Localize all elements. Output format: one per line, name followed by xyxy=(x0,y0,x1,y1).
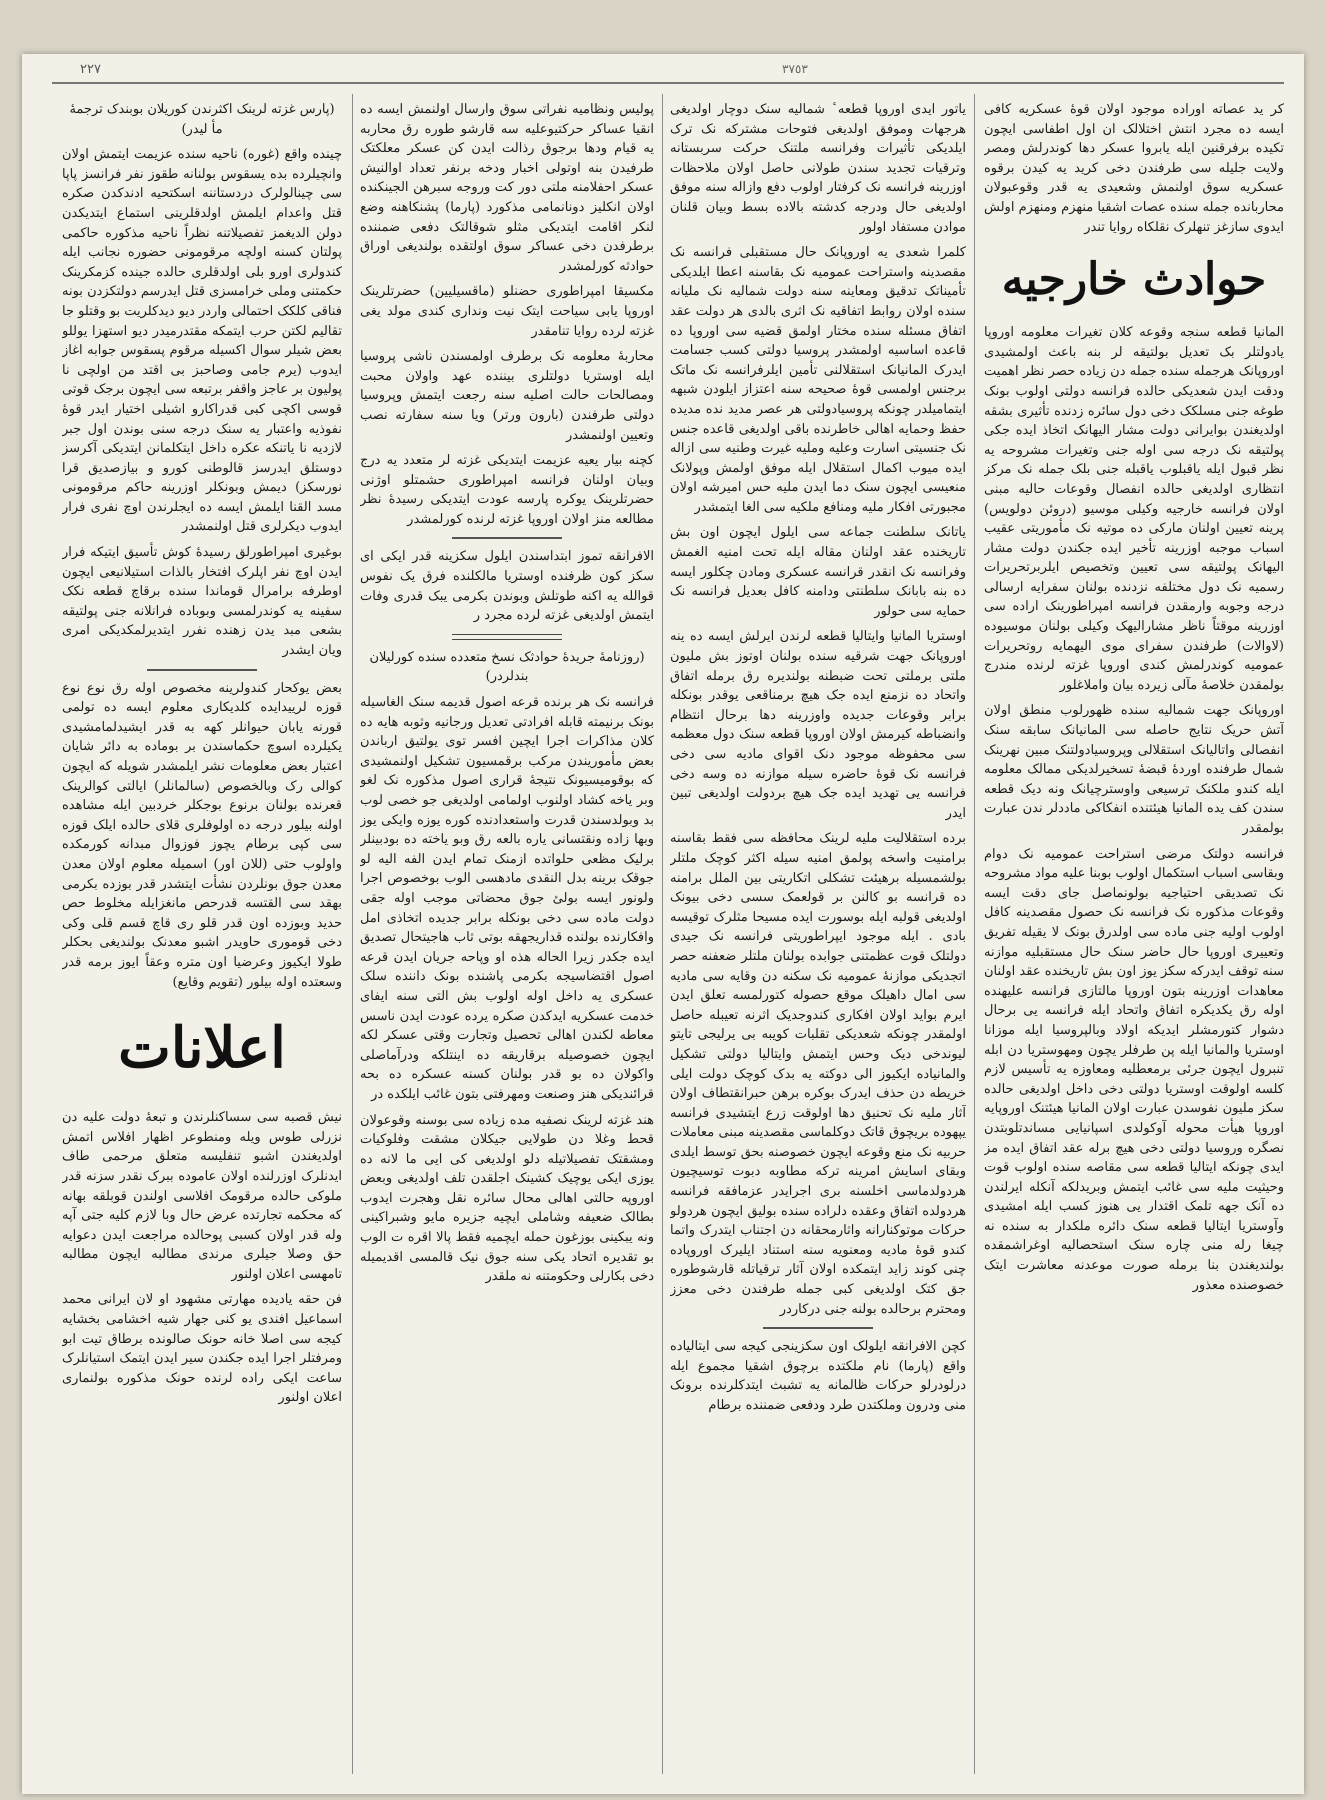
section-separator xyxy=(452,537,562,539)
article-text: فرانسه دولتک مرضی استراحت عمومیه نک دوام وبقاسی اسباب استکمال اولوب بوبنا علیه مواد مشروحه نک تصدیقی احتیاجیه بولونماصل جای دقت ایسه وقوعات مذکوره نک فرانسه نک حصول مقصدینه کافل اولوب اولیه جنی ماده سی اولدرق بونک لا یقیله تفریق وتعییری اوروپا حال حاضر سنک حال مستقبلیه موازنه سنه توقف ایدرکه سکز یوز اون بش تاریخنده عقد اولنان معاهدات اوزرینه بتون اوروپا مالتازی فرانسه علیهنده اوله رق یکدیکره اتفاق واتحاد ایله فرانسه یی برحال دشوار کتورمشلر ایدیکه اولاد وبالپروسیا ایله موزانا اوستریا والمانیا ایله پن طرفلر یچون ومهوستریا دن ابله تنبرول ایچون جرئی برمعطلیه ومعاوزه یه تأسیس لازم کلسه اولوقت اوستریا دولتی دخی داخل اولدیغی حالده سکز ملیون نفوسدن عبارت اولان المانیا هیئتنک اوروپایه اوروپا هیأت محوله آوکولدی اسپانیایی مساندتلوبتدن نصگره وروسیا دولتی دخی هیچ برله عقد اتفاق ایده مز ایدی چونکه ایتالیا قطعه سی مقاصه سنده اولوب قوت وحیثیت ملیه سی غائب ایتمش وبریدلکه آنکله ایرلندن ده آنک جهه تلمک اقتدار یی هنوز کسب ایله امشیدی وآوستریا ایتالیا قطعه سنک دائره ملکدار به سنده نه چیغا رله منی چاره سنک استحصالیه اوغراشمقده بولندیغندن بنا برمله صورت موعدنه معاشرت ایتک خصوصنده معذور xyxy=(984,846,1284,1293)
article-text: مکسیقا امپراطوری حضنلو (ماقسیلیین) حضرتلرینک اوروپا یابی سیاحت ایتک نیت ونداری کندی مولد یغی غزته لرده روایا تنامقدر xyxy=(360,284,654,339)
column-2 xyxy=(670,100,966,1776)
announcement-text: نیش قصبه سی سساکنلرندن و تبعهٔ دولت علیه دن نزرلی طوس ویله ومنطوعر اظهار افلاس اتمش اولدیغندن اشبو تنفلیسه متعلق مرحمی طاف ایدنلرک اوزرلنده اولان عاموده ببرک نقدر سزنه قدر ملوکی حالده مرقومک افلاسی اولندن قوبلقه بهانه که محکمه تجارتده عرض حال وبا لازم کلیه جتی آپه وله قدر اولان کسبی پوحالده مراجعت ایدن دعوایه حق وصلا جیلری مرندی مطالبه ایچون مطالبه تامهسی اعلان اولنور xyxy=(62,1110,342,1282)
article-text: برده استقلالیت ملیه لرینک محافظه سی فقط بقاسنه برامنیت واسخه پولمق امنیه سیله اکثر کوچک ملتلر بولشمسیله برهیئت تشکلی اتکاریتی بین الملل برامنه ده قرانسه بو کالنن بر قولعمک سسی دخی بیونک اولدیغی قولبه ایله بوسورت ایده مسیحا مثلرک توقیسه بادی . ایله موجود ایپراطوریتی فرانسه نک جیدی دولتلک قوت عظمتنی جوابده بولنان ملتلر ضعفنه حصر اتجدیکی موازنهٔ عمومیه نک سکنه دن وقایه سی مادیه سی امال داهیلک موقع حصوله کتورلمسه تعلق ایدن ایرم بواید اولان افکاری کندوجدیک اثرنه تعیبله حاصل اولمقدر چونکه شعدیکی تقلبات کویبه بی یرلیجی تایتو لیوندخی دیک وحس ایتمش وایتالیا دولتی تشکیل والمانیاده ایکیوز الی دوکته یه بدک کوچک دولت ایلی خریطه دن حذف ایدرک بوکره برهن حبرانقتطاف اولان آثار ملیه نک تحنیق دها اولوقت زرع ایتشیدی فرانسه یپهوده بریچوق قاتک دوکلماسی مقصدینه مبنی معاملات حربیه نک منع وقوعه ایچون خصوصنه بحق توسط ایلدی وبقای اسایش امرینه ترکه مطاوبه دبوت توسیچیون هردولدماسی اخلسنه بری اجرایدر عزمافقه فرانسه هردولده اتفاق وعقده دلراده سنده بولیق ایچون هردولو حرکات موتوکنارانه واثارمحقانه دن اجتناب ایتدرک واتما کندو قوهٔ مادیه ومعنویه سنه استناد ایلیرک اوروپاده چنی کوند زاید ایتمکده اولان آثار ترقیاتله قارشوطوره جق کتک اولدیغی کبی جمله طرفندن دخی معزز ومحترم برحالده بولنه جنی درکاردر xyxy=(670,831,966,1317)
column-4 xyxy=(62,100,342,1776)
article-text: کر ید عصاته اوراده موجود اولان قوهٔ عسکریه کافی ایسه ده مجرد انتش اختلالک ان اول اطفاسی ایچون تکیده برفرقنین ایله یابروا عسکر دها کوندرلش ومصر ولایت جلیله سی طرفندن دخی کرید یه کیدن برقوه عسکریه سوق اولنمش وشعیدی یه قدر وقوعبولان محاربانده جمله سنده عصات اشقیا منهزم ومنهزم اولش ایدوی سازغز تنهلرک نقلکاه روایا تندر xyxy=(984,102,1284,235)
article-text: الافرانقه تموز ابتداسندن ایلول سکزینه قدر ایکی ای سکز کون ظرفنده اوستریا مالکلنده فرق یک نفوس قوالله یه اکنه طوتلش وبوندن بکرمی یبک قدری وفات ایتمش اولدیغی غزته لرده مجرد ر xyxy=(360,549,654,624)
article-text: کچنه بیار یعیه عزیمت ایتدیکی غزته لر متعدد یه درج وبیان اولنان فرانسه امپراطوری حشمتلو اوژنی حضرتلرینک یوکره پارسه عودت ایتدیکی رسیدهٔ نظر مطالعه منز اولان اوروپا غزته لرنده کورلمشدر xyxy=(360,453,654,527)
column-1 xyxy=(984,100,1284,1776)
column-divider xyxy=(662,94,663,1774)
section-separator xyxy=(763,1327,873,1329)
source-note: (پارس غزته لرینک اکثرندن کوریلان بوبندک ترجمهٔ مأ لیدر) xyxy=(69,102,335,137)
announcement-text: فن حقه یادیده مهارتی مشهود او لان ایرانی محمد اسماعیل افندی یو کنی جهار شیه اخشامی بخشایه کیجه سی اصلا خانه حونک صالونده برطاق تیت ابو ومرفتلر اجرا ایده جکندن سیر ایدن ایتمک استیانلرک ساعت ایکی راده لرنده حونک مذکوره بولنماری اعلان اولنور xyxy=(62,1292,342,1406)
article-text: بوغیری امپراطورلق رسیدهٔ کوش تأسیق ایتیکه فرار ایدن اوچ نفر اپلرک افتخار بالذات استیلانیعی ایچون اوطرفه برامرال قوماندا سنده برقاچ قطعه نکک سفینه یه کوندرلمسی وبوباده فرانلانه جنی پولتیقه بشعی مبد یدن زهنده نفرر ایتدیرلمکدیکی امری ویان ایشدر xyxy=(62,545,342,659)
article-text: محاربهٔ معلومه نک برطرف اولمسندن ناشی پروسیا ایله اوستریا دولتلری بیننده عهد واولان محبت ومصالحات حالت اصلیه سنه رجعت ایتمش وپروسیا دولتی طرفندن (بارون ورتر) ویا سنه سفارته نصب وتعیین اولنمشدر xyxy=(360,349,654,443)
section-separator xyxy=(147,669,257,671)
top-rule xyxy=(52,82,1284,84)
article-text: چینده واقع (غوره) ناحیه سنده عزیمت ایتمش اولان وانچیلرده بده یسقوس بولنانه طقوز نفر فرانسز پاپا سی چینالولرک دردستاننه اسکتحیه ادندکدن صکره قتل واعدام ایلمش اولدقلرینی استماع ایتدیکدن دولن الدیغمز تفصیلاتنه نظراً ناحیه مذکوره حاکمی پولتان کسنه اولچه مرقومونی حضوره نجانب ایله کندولری اورو بلی اولدقلری حالده جینده کزمکرینک حکمتنی وملی خرامسزی قتل ایدرسم دولتکزدن بونه فناقی کلکک احتمالی واردر دیو دیدکلریت بو وقتلو جا تقالیم لکتن حرب ایتمکه مقتدرمیدر دیو استهزا یوللو بعض شیلر سوال اکسیله مرقوم پسقوس جوابه اغاز ایدوب (یرم جامی وصاحبز بی اقتد من اولچی نا پولیون بر عاجز واقفر برتبعه سی ایچون برجک قوتی قوسی اکچی کبی قدراکارو اشیلی اختیار ایدر قوهٔ نفوذیه واعتبار یه سنک درجه سنی بوندن اول جبر لازدیه نا یاتنکه عکره داخل ایتکلمانن ایتدیکی آکرسز دوستلق ایدرسز قالوطنی کورو و بیازصدیق قرا نورسکز) دیمش وبونکلر اوزرینه حاکم مرقومونی مسد القنا ایلمش ایسه ده ایجلرندن اوچ نفری فرار ایدوب دیکرلری قتل اولنمشدر xyxy=(62,147,342,535)
page-number: ٢٢٧ xyxy=(80,62,101,77)
section-headline: حوادث خارجیه xyxy=(1001,254,1267,306)
article-text: هند غزته لرینک نصفیه مده زیاده سی بوسنه وقوعولان قحط وغلا دن طولایی جیکلان مشقت وفلوکیات ومشقتک تفصیلاتیله دلو اولدیغی کی ایی ما لانه ده یوزی ایکی یوچیک کشینک اجلقدن تلف اولدیغی وبعض اوروپه حالتی اهالی محال سائره نقل وهجرت ایدوب بطالک ضعیفه وشاملی ایچیه جزیره مایو وشبراکینی ونه یبکینی بوزغون حمله ایچمیه فقط پالا اقره ت الوب بو تقدیره اتحاد یکی سنه جوق نیک قالمسی اقدیمیله دخی بکارلی وحکومتنه نه ملقدر xyxy=(360,1112,654,1285)
article-text: یاتانک سلطنت جماعه سی ایلول ایچون اون بش تاریخنده عقد اولنان مقاله ایله تحت امنیه الغمش وفرانسه نک انقدر قرانسه عسکری ومادن چکلور ایسه ده بنه بابانک سلطنتی ودامنه کافل بعدیل فرانسه نک حمایه سی حولور xyxy=(670,525,966,619)
article-text: المانیا قطعه سنجه وقوعه کلان تغیرات معلومه اوروپا یادولتلر بک تعدیل بولتیقه لر بنه باعث اولمشیدی اوروپانک هرجمله سنده جمله دن زیاده حصر نظر اهمیت ودقت ایدن شعدیکی حالده فرانسه دولتی اولوب بونک طوغه جنی مسلکک دخی دول سائره زدنده تأثیری بشقه اولدیغندن بوایرانی دولت مشار الیهانک اتخاذ ایده جکی پولتیقه نک درجه سی اوله جنی وتغیرات مشروحه یه نظر قبول ایله یاقبلوب یاقبله جنی بلک جمله نک مرکز انتظاری اولدیغی حالده انفصال وقوعات حالیه مبنی اولان فرانسه خارجیه وکیلی موسیو (دروئن دولویس) پرینه تعیین اولنان مارکی ده موتیه نک مأموریتی عقیب اسباب موجبه اوزرینه تأخیر ایده جکندن دولت مشار الیهانک پولتیقه سی تعیین وتخصیص ایلربرتحریرات رسمیه نک دول مختلفه نزدنده بولنان سفرایه ارسالی درجه وجوبه وارمقدن فرانسه امپراطورینک اراده سی اوزرینه موقتاً ناظر مشارالیهک وکیلی بولنان موسیوده (لاوالات) طرفندن سفرای موی الیهمایه روتحریرات عمومیه کوندرلمش کندی اوروپا غزته لرنده مندرج بولمقدن خلاصهٔ مآلی زیرده بیان واملاغلور xyxy=(984,325,1284,693)
article-text: بعض یوکحار کندولرینه مخصوص اوله رق نوع نوع قوزه لرییدایده کلدیکاری معلوم ایسه ده تولمی قورنه یابان حیوانلر کهه به قدر ایشیدلمامشیدی یکیلرده اسوچ حکماسندن بر بوماده به دائر شایان اعتبار بعض معلومات نشر ایلمشدر شویله که ایچون کوالی رک وبالخصوص (سالمانلر) ایالتی کوالرینک قعرنده بولنان برنوع بوجکلر خردبین ایله مشاهده اولنه بیلور درجه ده اولوفلری قلای حالده ایلک قوزه سی کپی برطام یچوز فوزوال مبدانه کورمکده واولوب حتی (للان اور) اسمیله معلوم اولان معدن معدن جوق بونلردن نشأت ایتشدر قدر بوزده بکرمی بهقد سی القتسه قدرحص مانغزایله مخلوط حص حدید وبوزده اون قدر قلو ری قاچ قسم قلی وکی دخی قوموری حاویدر اشبو معدنک بولندیغی بحکلر طولا ایکیوز وعرضیا اون متره وعقاً ایوز برمه قدر وسعتده اوله بیلور (تقویم وقایع) xyxy=(62,680,342,990)
article-text: اوستریا المانیا وایتالیا قطعه لرندن ایرلش ایسه ده ینه اوروپانک جهت شرقیه سنده بولنان اوتوز بش ملیون ملتی برملتی تحت ضبطنه بولندیره رق برمله اتفاق واتحاد ده نزمنع ایده جک هیچ برمناقعی یوقدر بونکله برابر وقوعات جدیده واوزرینه دها برحال انتظام وانضباطه کیرمش اولان اوروپا قطعه سنک دول معظمه سی محفوظه موجود دنک اقوای مادیه سی دخی فرانسه نک قوهٔ حاضره سیله موازنه ده وسه دخی فرانسه یی تهدید ایده جک هیچ بردولت اولدیغی تبین ایدر xyxy=(670,629,966,821)
article-text: پولیس ونظامیه نفراتی سوق وارسال اولنمش ایسه ده انقیا عساکر حرکتیوعلیه سه قارشو طوره رق محاربه یه قیام ودها برجوق رذالت ایدن کن عسکر معلکتک طرفیدن بنه اوتولی اخبار ودخه برنفر تعداد اوالنیش عسکر احفلامنه ملتی دور کت وروجه سبرهن الجینکنده اولان انکلیز دونانمامی مذکورد (پارما) پشنکاهنه وضع لنکر اقامت ایتدیکی مثلو شوقالتک دفعی ضمننده برطرفدن دخی عساکر سوق اولتقده بولندیغی اوراق حوادثه کورلمشدر xyxy=(360,102,654,274)
running-head: ٣٧٥٣ xyxy=(782,62,808,76)
article-text: کلمرا شعدی یه اوروپانک حال مستقبلی فرانسه نک مقصدینه واستراحت عمومیه نک بقاسنه اعطا ایلدیکی تأمیناتک تدقیق ومعاینه سنه دولت شمالیه نک ملیانه سنده اولان روابط اتفاقیه نک اثری بالدی هر دولت عقد اتفاق مسئله سنده مختار اولمق قضیه سی اوروپا ده قاعده اساسیه اولمشدر پروسیا دولتی کسب جسامت ایدرک المانیانک استقلالنی تأمین ایلرفرانسه نک ماتک برجنس اولمسی قوهٔ صحیحه سنه اعتزاز ایلودن شبهه ایتمامیلدر چونکه پروسیادولتی هر عصر مدید نده مدیده حفظ وحمایه اهالی خاطرنده باقی اولدیغی قاعده جنس نک جنسیتی اسارت وعلیه وملیه غیرت وطنیه سی ازاله ایده میوب اکمال استقلال ایله موفق اولمش وپولانک منعیسی ایچون سنک دما ایدن ملیه حس امیرشه اولان مجبورتی افکار ملیه ومنافع ملکیه سی الغا ایتمشدر xyxy=(670,245,966,515)
announcements-headline: اعلانات xyxy=(118,1015,286,1082)
newspaper-page xyxy=(22,54,1304,1794)
article-text: اوروپانک جهت شمالیه سنده ظهورلوب منطق اولان آتش حریک نتایج حاصله سی المانیانک سابقه سنک انفصالی واتالیانک استقلالی وپروسیادولتنک مبین نهرینک شمال طرفنده اوردهٔ قبضهٔ تسخیرلدیکی ممالک معلومه ایله کندو ملکنک ترسیعی واوسترچیانک ونه دیک قطعه سندن کف یده المانیا هیئتنده انفکاکی ماددلر ندن عبارت بولمقدر xyxy=(984,703,1284,836)
article-text: یاتور ایدی اوروپا قطعه ٔ شمالیه سنک دوچار اولدیغی هرجهات وموفق اولدیغی فتوحات مشترکه نک ترک ایلدیکی تأثیرات وفرانسه ملتنک حرکت سربستانه وترقیات تجدید سندن طولانی حاصل اولان ملاحظات اوزرینه فرانسه نک کرفتار اولوب دفع وازاله سنه موفق اولدیغی حال ودرجه کدشته بالاده بسط وبیان قلنان موادن مستفاد اولور xyxy=(670,102,966,235)
section-separator xyxy=(452,634,562,640)
source-note: (روزنامهٔ جریدهٔ حوادثک نسخ متعدده سنده کورلیلان بندلردر) xyxy=(369,649,645,685)
article-text: کچن الافرانقه ایلولک اون سکزینجی کیجه سی ایتالیاده واقع (پارما) نام ملکتده برچوق اشقیا مجموع ایله درلودرلو حرکات ظالمانه یه تشبث ایتدکلرنده برونک منی ودرون وملکتدن طرد ودفعی ضمننده برطام xyxy=(670,1339,966,1413)
column-divider xyxy=(352,94,353,1774)
column-3 xyxy=(360,100,654,1776)
column-divider xyxy=(974,94,975,1774)
article-text: فرانسه نک هر برنده قرعه اصول قدیمه سنک الغاسیله بونک برنیمته قابله افرادتی تعدیل ورجانیه وثوبه هایه ده کلان مذاکرات اجرا ایچین افسر توی یولتیق ارباندن بعض مأموریندن مرکب برقمسیون تشکیل اولنمشیدی که بوقومیسیونک نتیجهٔ قراری اصول مذکوره نک لغو وبر یاخه کشاد اولنوب اولمامی اولدیغی جو خصی لوب بد وبولدسندن قدرت واستعدادنده کوره یوزه وایکی یوز وبها زاده ونقتسانی یاره بالعه رق وبو یاخته ده بودبینلر برلیک مظعی حلواتده ازمنک تمام ایدن الفه الیه لو جوقک برینه بدل النقدی مادهسی الوب بوخصوص اجرا ولونور ایسه بولئ جوق محضاتی موجب اوله جقی دولت ماده سی دخی بونکله برابر جدیده اتخاذی امل وافکارنده بولنده قداریجهقه بوتی ثاب هاجیتحال تصدیق ایده جکدر زیرا الحاله هذه او وپاحه جریان ایدن قرعه اصول اقتضاسیجه بکرمی پاشنده بونک داننده سلک عسکری یه داخل اوله اولوب بش التی سنه ایفای خدمت عسکریه ایدکدن صکره یرده عودت ایدن ناسس معاطه لکندن اهالی تحصیل وتجارت وقتی عسکر لکه ایچون خصوصیله برقاریقه ده اینتلکه ودرآماصلی واکولان ده بو قدر بولنان کسنه عسکره ده بحه قرائندیکی هنز وصنعت ومهرفتی بتون غائب ایلکده در xyxy=(360,695,654,1102)
